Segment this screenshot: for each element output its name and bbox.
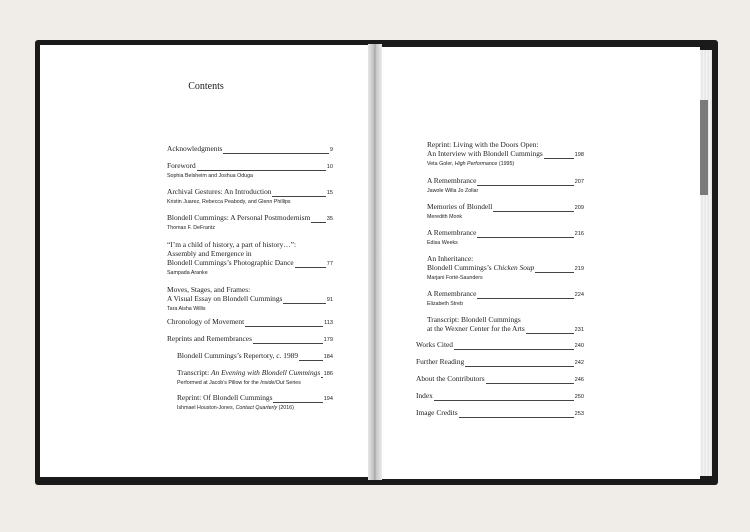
leader-dots [477,185,573,186]
leader-dots [454,349,574,350]
entry-page: 184 [323,354,333,360]
entry-title-line: Moves, Stages, and Frames: [167,285,251,294]
entry-title: Reprint: Of Blondell Cummings [177,393,273,402]
leader-dots [283,303,325,304]
entry-title: Further Reading [416,357,465,366]
entry-page: 179 [323,337,333,343]
leader-dots [459,417,574,418]
entry-authors: Elizabeth Streb [427,301,463,307]
entry-title: Archival Gestures: An Introduction [167,187,272,196]
entry-title: Acknowledgments [167,144,223,153]
leader-dots [477,237,573,238]
entry-page: 113 [324,320,333,326]
leader-dots [299,360,323,361]
entry-title: Blondell Cummings’s Photographic Dance [167,258,294,267]
leader-dots [253,343,323,344]
entry-page: 240 [574,343,584,349]
entry-page: 219 [574,266,584,272]
leader-dots [197,170,326,171]
entry-title: Foreword [167,161,196,170]
entry-authors: Meredith Monk [427,214,463,220]
leader-dots [311,222,325,223]
leader-dots [223,153,328,154]
entry-authors: Sampada Aranke [167,270,208,276]
entry-page: 209 [574,205,584,211]
toc-entry[interactable] [167,161,333,180]
entry-title: Image Credits [416,408,458,417]
right-page [378,47,700,479]
toc-subentry[interactable] [177,368,333,387]
entry-title-line: Transcript: Blondell Cummings [427,315,521,324]
entry-title-line: Reprint: Living with the Doors Open: [427,140,539,149]
entry-authors: Thomas F. DeFrantz [167,225,215,231]
toc-entry[interactable] [167,285,333,313]
contents-heading: Contents [188,81,224,92]
toc-entry[interactable] [427,140,584,168]
left-page [40,45,372,477]
entry-title: at the Wexner Center for the Arts [427,324,525,333]
entry-page: 224 [574,292,584,298]
toc-entry[interactable] [427,254,584,282]
leader-dots [526,333,574,334]
entry-authors: Kristin Juarez, Rebecca Peabody, and Glenn Phillips [167,199,291,205]
toc-subentry[interactable] [177,393,333,412]
toc-entry[interactable] [167,317,333,328]
entry-title-line: “I’m a child of history, a part of history…”: [167,240,297,249]
entry-title: A Remembrance [427,176,477,185]
entry-authors: Sophia Belsheim and Joshua Oduga [167,173,253,179]
toc-entry[interactable] [416,408,584,419]
entry-page: 91 [326,297,333,303]
entry-authors: Edisa Weeks [427,240,458,246]
leader-dots [321,377,322,378]
entry-title: Blondell Cummings: A Personal Postmodernism [167,213,311,222]
toc-entry[interactable] [416,357,584,368]
entry-title-line: An Inheritance: [427,254,474,263]
entry-page: 207 [574,179,584,185]
entry-page: 216 [574,231,584,237]
toc-entry[interactable] [167,240,333,277]
entry-page: 231 [574,327,584,333]
entry-title: Memories of Blondell [427,202,493,211]
toc-entry[interactable] [416,391,584,402]
entry-title: Blondell Cummings’s Repertory, c. 1989 [177,351,299,360]
entry-title: Reprints and Remembrances [167,334,252,343]
toc-entry[interactable] [427,202,584,221]
leader-dots [465,366,573,367]
toc-entry[interactable] [427,289,584,308]
entry-page: 198 [574,152,584,158]
entry-page: 250 [574,394,584,400]
entry-authors: Jawole Willa Jo Zollar [427,188,479,194]
toc-entry[interactable] [167,187,333,206]
book-gutter [368,44,382,480]
entry-title: A Visual Essay on Blondell Cummings [167,294,283,303]
toc-entry[interactable] [427,228,584,247]
leader-dots [486,383,574,384]
leader-dots [245,326,323,327]
entry-title: About the Contributors [416,374,485,383]
toc-entry[interactable] [167,213,333,232]
leader-dots [493,211,573,212]
entry-page: 9 [329,147,333,153]
entry-page: 253 [574,411,584,417]
leader-dots [295,267,326,268]
entry-page: 15 [326,190,333,196]
entry-title: An Interview with Blondell Cummings [427,149,543,158]
toc-entry[interactable] [427,315,584,335]
toc-entry[interactable] [427,176,584,195]
entry-title: Index [416,391,433,400]
bookmark-tab [700,100,708,195]
entry-title: A Remembrance [427,228,477,237]
entry-authors: Ishmael Houston-Jones, Contact Quarterly (2016) [177,405,294,411]
entry-page: 194 [323,396,333,402]
leader-dots [272,196,325,197]
toc-entry[interactable] [167,334,333,345]
leader-dots [477,298,573,299]
entry-page: 186 [323,371,333,377]
entry-title: Works Cited [416,340,453,349]
leader-dots [535,272,573,273]
entry-page: 10 [326,164,333,170]
entry-title: A Remembrance [427,289,477,298]
entry-authors: Tara Aisha Willis [167,306,206,312]
entry-title: Blondell Cummings’s Chicken Soup [427,263,535,272]
entry-title: Transcript: An Evening with Blondell Cummings [177,368,321,377]
entry-authors: Marjani Forté-Saunders [427,275,483,281]
toc-entry[interactable] [416,374,584,385]
entry-page: 246 [574,377,584,383]
toc-entry[interactable] [167,144,333,155]
entry-authors: Veta Goler, High Performance (1995) [427,161,515,167]
entry-page: 242 [574,360,584,366]
toc-subentry[interactable] [177,351,333,362]
entry-authors: Performed at Jacob’s Pillow for the Inside/Out Series [177,380,301,386]
toc-entry[interactable] [416,340,584,351]
entry-page: 35 [326,216,333,222]
leader-dots [434,400,574,401]
leader-dots [273,402,322,403]
entry-title: Chronology of Movement [167,317,245,326]
leader-dots [544,158,574,159]
entry-page: 77 [326,261,333,267]
entry-title-line: Assembly and Emergence in [167,249,252,258]
